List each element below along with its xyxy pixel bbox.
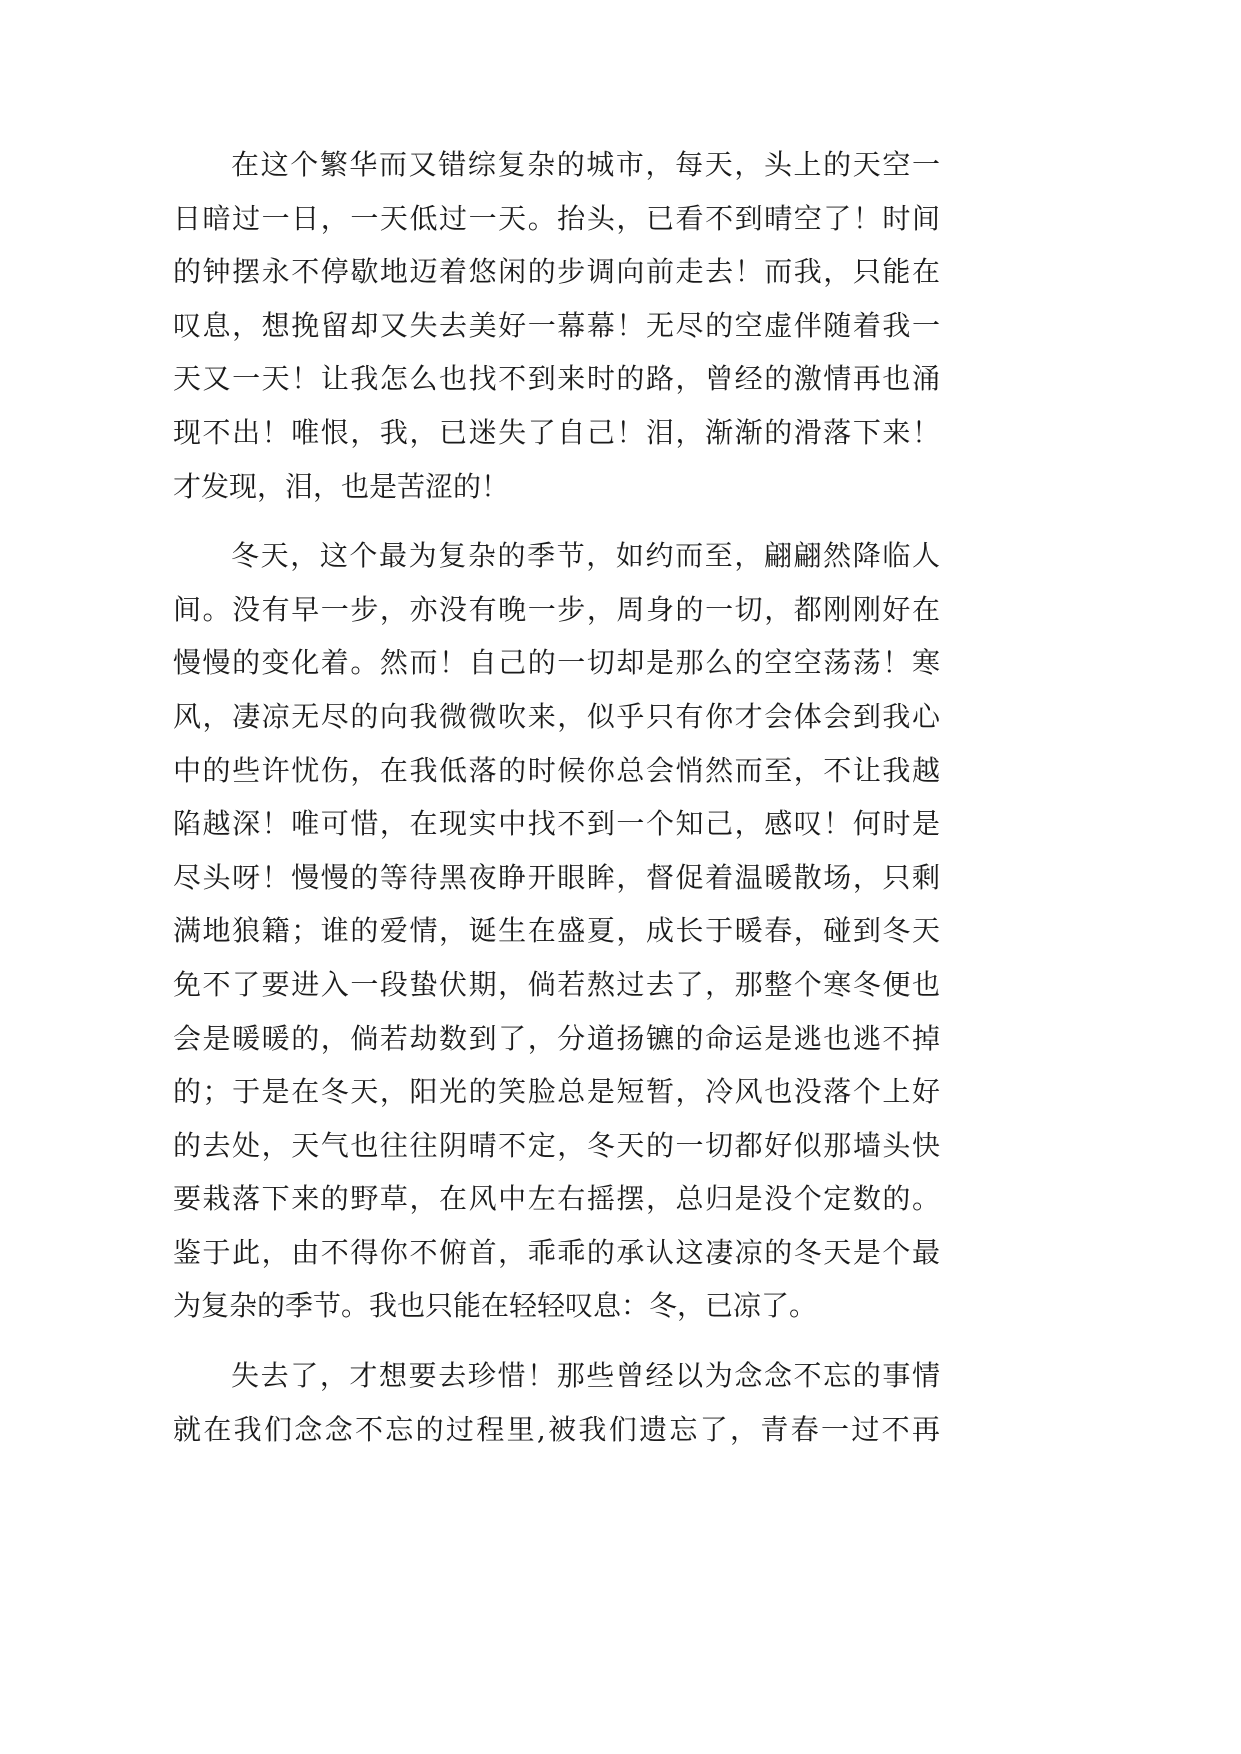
- text-line: 失去了，才想要去珍惜！那些曾经以为念念不忘的事情: [231, 1359, 940, 1393]
- text-line: 要栽落下来的野草，在风中左右摇摆，总归是没个定数的。: [173, 1182, 940, 1216]
- text-line: 才发现，泪，也是苦涩的！: [173, 469, 510, 503]
- text-line: 的去处，天气也往往阴晴不定，冬天的一切都好似那墙头快: [173, 1128, 940, 1162]
- paragraph-1: [173, 138, 940, 513]
- text-line: 慢慢的变化着。然而！自己的一切却是那么的空空荡荡！寒: [173, 646, 940, 680]
- text-line: 免不了要进入一段蛰伏期，倘若熬过去了，那整个寒冬便也: [173, 967, 940, 1001]
- text-line: 就在我们念念不忘的过程里,被我们遗忘了，青春一过不再: [173, 1412, 940, 1446]
- text-line: 鉴于此，由不得你不俯首，乖乖的承认这凄凉的冬天是个最: [173, 1235, 940, 1269]
- text-line: 在这个繁华而又错综复杂的城市，每天，头上的天空一: [231, 148, 940, 181]
- text-line: 间。没有早一步，亦没有晚一步，周身的一切，都刚刚好在: [173, 592, 940, 626]
- paragraph-2: [173, 529, 940, 1333]
- text-line: 现不出！唯恨，我，已迷失了自己！泪，渐渐的滑落下来！: [173, 415, 940, 449]
- text-line: 满地狼籍；谁的爱情，诞生在盛夏，成长于暖春，碰到冬天: [173, 914, 940, 948]
- text-line: 的钟摆永不停歇地迈着悠闲的步调向前走去！而我，只能在: [173, 255, 940, 289]
- text-line: 的；于是在冬天，阳光的笑脸总是短暂，冷风也没落个上好: [173, 1075, 940, 1109]
- paragraph-3: [173, 1349, 940, 1456]
- text-line: 风，凄凉无尽的向我微微吹来，似乎只有你才会体会到我心: [173, 699, 940, 733]
- text-line: 冬天，这个最为复杂的季节，如约而至，翩翩然降临人: [231, 539, 940, 573]
- body-text: [173, 138, 940, 1472]
- text-line: 陷越深！唯可惜，在现实中找不到一个知己，感叹！何时是: [173, 807, 940, 841]
- text-line: 天又一天！让我怎么也找不到来时的路，曾经的激情再也涌: [173, 362, 940, 396]
- text-line: 为复杂的季节。我也只能在轻轻叹息：冬，已凉了。: [173, 1289, 818, 1323]
- text-line: 会是暖暖的，倘若劫数到了，分道扬镳的命运是逃也逃不掉: [173, 1021, 940, 1055]
- text-line: 中的些许忧伤，在我低落的时候你总会悄然而至，不让我越: [173, 753, 940, 787]
- text-line: 日暗过一日，一天低过一天。抬头，已看不到晴空了！时间: [173, 201, 940, 235]
- text-line: 尽头呀！慢慢的等待黑夜睁开眼眸，督促着温暖散场，只剩: [173, 860, 940, 894]
- text-line: 叹息，想挽留却又失去美好一幕幕！无尽的空虚伴随着我一: [173, 308, 940, 342]
